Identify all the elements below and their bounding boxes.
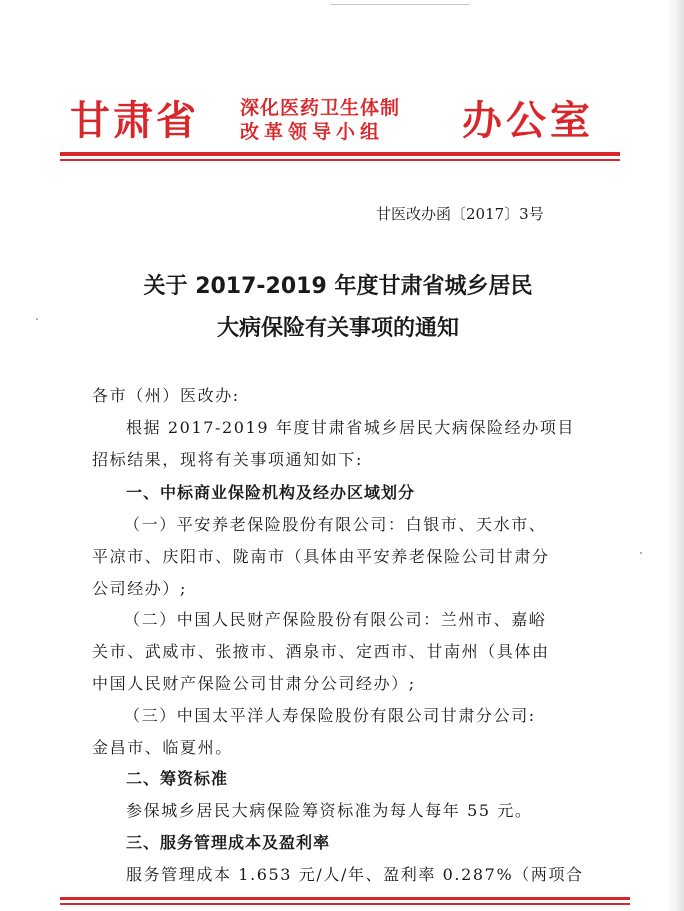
letterhead-rule-thick — [60, 152, 620, 156]
salutation: 各市（州）医改办: — [92, 386, 240, 405]
section1-item1-line2: 平凉市、庆阳市、陇南市（具体由平安养老保险公司甘肃分 — [92, 547, 550, 566]
section1-heading: 一、中标商业保险机构及经办区域划分 — [126, 483, 416, 502]
section3-heading: 三、服务管理成本及盈利率 — [126, 833, 331, 852]
section1-item2-line1: （二）中国人民财产保险股份有限公司：兰州市、嘉峪 — [124, 610, 547, 629]
section3-line1: 服务管理成本 1.653 元/人/年、盈利率 0.287%（两项合 — [126, 865, 584, 884]
scan-top-mark — [330, 0, 470, 5]
letterhead — [70, 93, 610, 153]
section2-heading: 二、筹资标准 — [126, 769, 229, 788]
footer-rule-thin — [60, 903, 630, 905]
letterhead-org-line1: 深化医药卫生体制 — [240, 97, 401, 119]
document-title-line2: 大病保险有关事项的通知 — [216, 316, 459, 341]
letterhead-rule-thin — [60, 159, 620, 161]
scan-speck — [640, 552, 642, 554]
intro-line-1: 根据 2017-2019 年度甘肃省城乡居民大病保险经办项目 — [126, 418, 576, 437]
section2-line1: 参保城乡居民大病保险筹资标准为每人每年 55 元。 — [126, 801, 533, 820]
section1-item1-line3: 公司经办）; — [92, 579, 187, 598]
section1-item3-line1: （三）中国太平洋人寿保险股份有限公司甘肃分公司: — [124, 706, 536, 725]
document-title-line1: 关于 2017-2019 年度甘肃省城乡居民 — [143, 274, 533, 299]
section1-item2-line3: 中国人民财产保险公司甘肃分公司经办）; — [92, 674, 416, 693]
section1-item2-line2: 关市、武威市、张掖市、酒泉市、定西市、甘南州（具体由 — [92, 642, 550, 661]
letterhead-province: 甘肃省 — [70, 97, 199, 144]
scan-speck — [36, 318, 38, 320]
intro-line-2: 招标结果，现将有关事项通知如下: — [92, 450, 363, 469]
scan-edge-shadow — [666, 0, 684, 911]
footer-rule-thick — [60, 897, 630, 900]
letterhead-office: 办公室 — [462, 97, 594, 144]
document-number: 甘医改办函〔2017〕3号 — [376, 205, 544, 223]
letterhead-org-line2: 改革领导小组 — [240, 121, 385, 143]
section1-item3-line2: 金昌市、临夏州。 — [92, 738, 233, 757]
section1-item1-line1: （一）平安养老保险股份有限公司：白银市、天水市、 — [124, 515, 547, 534]
